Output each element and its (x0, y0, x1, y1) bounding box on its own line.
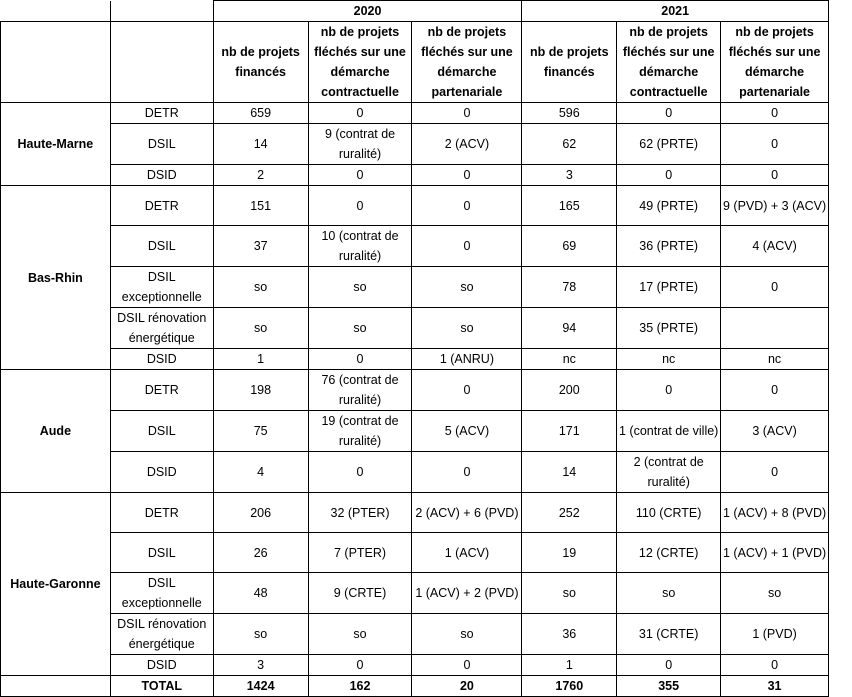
dotation-label: DSIL (110, 533, 213, 573)
blank-cell (1, 22, 111, 103)
cell-financed-2020: 14 (213, 124, 308, 165)
cell-contractual-2021: 17 (PRTE) (617, 267, 721, 308)
header-financed-2020: nb de projets financés (213, 22, 308, 103)
spacer-cell (829, 267, 852, 308)
table-row (1, 308, 852, 349)
cell-contractual-2021: 0 (617, 370, 721, 411)
header-financed-2021: nb de projets financés (522, 22, 617, 103)
table-row (1, 165, 852, 186)
cell-contractual-2020: 32 (PTER) (308, 493, 412, 533)
cell-financed-2020: 4 (213, 452, 308, 493)
cell-financed-2020: 151 (213, 186, 308, 226)
cell-financed-2021: 94 (522, 308, 617, 349)
cell-financed-2020: 48 (213, 573, 308, 614)
cell-financed-2021: 14 (522, 452, 617, 493)
cell-contractual-2021: 2 (contrat de ruralité) (617, 452, 721, 493)
cell-contractual-2020: 76 (contrat de ruralité) (308, 370, 412, 411)
blank-cell (1, 676, 111, 697)
table-row (1, 655, 852, 676)
cell-partnership-2021: nc (721, 349, 829, 370)
department-name: Bas-Rhin (1, 186, 111, 370)
cell-partnership-2021: 4 (ACV) (721, 226, 829, 267)
cell-partnership-2021: 0 (721, 655, 829, 676)
cell-financed-2020: 1 (213, 349, 308, 370)
column-header-row (1, 22, 852, 103)
cell-partnership-2021: 0 (721, 165, 829, 186)
cell-contractual-2020: so (308, 614, 412, 655)
cell-partnership-2021: 0 (721, 452, 829, 493)
dotation-label: DSID (110, 655, 213, 676)
cell-contractual-2021: 35 (PRTE) (617, 308, 721, 349)
cell-partnership-2020: 0 (412, 186, 522, 226)
dotation-label: DSIL exceptionnelle (110, 573, 213, 614)
header-partnership-2020: nb de projets fléchés sur une démarche partenariale (412, 22, 522, 103)
cell-financed-2020: 198 (213, 370, 308, 411)
cell-financed-2021: 3 (522, 165, 617, 186)
dotation-label: DSIL (110, 226, 213, 267)
cell-contractual-2020: 0 (308, 452, 412, 493)
cell-financed-2021: 252 (522, 493, 617, 533)
cell-partnership-2021: 0 (721, 103, 829, 124)
table-row (1, 452, 852, 493)
department-name: Haute-Marne (1, 103, 111, 186)
total-cell: 31 (721, 676, 829, 697)
dotation-label: DSID (110, 349, 213, 370)
cell-contractual-2021: 31 (CRTE) (617, 614, 721, 655)
cell-financed-2020: so (213, 267, 308, 308)
year-2020-header: 2020 (213, 1, 522, 22)
cell-contractual-2021: nc (617, 349, 721, 370)
table-row (1, 124, 852, 165)
table-row (1, 267, 852, 308)
cell-financed-2020: 3 (213, 655, 308, 676)
spacer-cell (829, 655, 852, 676)
cell-financed-2021: 62 (522, 124, 617, 165)
cell-financed-2020: so (213, 614, 308, 655)
cell-financed-2020: 2 (213, 165, 308, 186)
spacer-cell (829, 533, 852, 573)
year-header-row (1, 1, 852, 22)
cell-partnership-2020: so (412, 614, 522, 655)
header-partnership-2021: nb de projets fléchés sur une démarche partenariale (721, 22, 829, 103)
cell-contractual-2020: 9 (contrat de ruralité) (308, 124, 412, 165)
cell-partnership-2020: 0 (412, 103, 522, 124)
cell-partnership-2020: 0 (412, 655, 522, 676)
total-cell: 1760 (522, 676, 617, 697)
blank-cell (110, 1, 213, 22)
cell-partnership-2020: 1 (ANRU) (412, 349, 522, 370)
cell-contractual-2021: 1 (contrat de ville) (617, 411, 721, 452)
dotation-label: DETR (110, 370, 213, 411)
blank-cell (1, 1, 111, 22)
spacer-cell (829, 573, 852, 614)
cell-partnership-2021: 0 (721, 370, 829, 411)
cell-partnership-2020: 5 (ACV) (412, 411, 522, 452)
cell-partnership-2021: 0 (721, 124, 829, 165)
dotation-label: DSIL (110, 411, 213, 452)
department-name: Haute-Garonne (1, 493, 111, 676)
cell-financed-2021: 165 (522, 186, 617, 226)
cell-partnership-2020: 0 (412, 370, 522, 411)
cell-financed-2021: 171 (522, 411, 617, 452)
cell-contractual-2020: 0 (308, 349, 412, 370)
cell-financed-2020: 26 (213, 533, 308, 573)
spacer-cell (829, 308, 852, 349)
cell-contractual-2020: so (308, 267, 412, 308)
total-row (1, 676, 852, 697)
cell-financed-2020: 206 (213, 493, 308, 533)
cell-financed-2020: 659 (213, 103, 308, 124)
dotation-label: DSIL rénovation énergétique (110, 614, 213, 655)
table-row (1, 349, 852, 370)
dotation-label: DETR (110, 103, 213, 124)
cell-partnership-2021: 0 (721, 267, 829, 308)
table-row (1, 533, 852, 573)
cell-contractual-2021: 0 (617, 165, 721, 186)
table-row (1, 411, 852, 452)
table-row (1, 493, 852, 533)
cell-partnership-2021: 3 (ACV) (721, 411, 829, 452)
cell-partnership-2021 (721, 308, 829, 349)
header-contractual-2020: nb de projets fléchés sur une démarche contractuelle (308, 22, 412, 103)
cell-partnership-2020: so (412, 267, 522, 308)
spacer-cell (829, 22, 852, 103)
spacer-cell (829, 452, 852, 493)
spacer-cell (829, 124, 852, 165)
total-cell: 355 (617, 676, 721, 697)
dotation-label: DSIL rénovation énergétique (110, 308, 213, 349)
cell-contractual-2020: so (308, 308, 412, 349)
spacer-cell (829, 676, 852, 697)
cell-contractual-2020: 19 (contrat de ruralité) (308, 411, 412, 452)
cell-contractual-2021: 49 (PRTE) (617, 186, 721, 226)
table-row (1, 186, 852, 226)
total-cell: 162 (308, 676, 412, 697)
cell-contractual-2020: 0 (308, 186, 412, 226)
spacer-cell (829, 186, 852, 226)
cell-partnership-2021: 1 (ACV) + 8 (PVD) (721, 493, 829, 533)
cell-financed-2021: 1 (522, 655, 617, 676)
spacer-cell (829, 614, 852, 655)
cell-contractual-2020: 9 (CRTE) (308, 573, 412, 614)
dotation-label: DETR (110, 186, 213, 226)
cell-financed-2021: nc (522, 349, 617, 370)
cell-partnership-2021: so (721, 573, 829, 614)
blank-cell (110, 22, 213, 103)
cell-partnership-2021: 9 (PVD) + 3 (ACV) (721, 186, 829, 226)
cell-financed-2021: so (522, 573, 617, 614)
department-name: Aude (1, 370, 111, 493)
spacer-cell (829, 165, 852, 186)
cell-financed-2021: 36 (522, 614, 617, 655)
dotation-label: DSID (110, 452, 213, 493)
spacer-cell (829, 103, 852, 124)
cell-partnership-2021: 1 (ACV) + 1 (PVD) (721, 533, 829, 573)
cell-contractual-2021: so (617, 573, 721, 614)
cell-partnership-2020: 1 (ACV) + 2 (PVD) (412, 573, 522, 614)
spacer-cell (829, 226, 852, 267)
cell-contractual-2021: 36 (PRTE) (617, 226, 721, 267)
cell-partnership-2020: 0 (412, 452, 522, 493)
cell-financed-2020: so (213, 308, 308, 349)
cell-partnership-2020: 1 (ACV) (412, 533, 522, 573)
table-row (1, 103, 852, 124)
dotation-label: DSIL exceptionnelle (110, 267, 213, 308)
total-cell: 20 (412, 676, 522, 697)
cell-contractual-2020: 0 (308, 165, 412, 186)
cell-partnership-2020: 0 (412, 226, 522, 267)
cell-partnership-2021: 1 (PVD) (721, 614, 829, 655)
cell-financed-2020: 37 (213, 226, 308, 267)
cell-contractual-2020: 7 (PTER) (308, 533, 412, 573)
cell-contractual-2020: 0 (308, 103, 412, 124)
spacer-cell (829, 349, 852, 370)
cell-contractual-2021: 0 (617, 103, 721, 124)
total-cell: 1424 (213, 676, 308, 697)
dotation-label: DSID (110, 165, 213, 186)
year-2021-header: 2021 (522, 1, 829, 22)
spacer-cell (829, 370, 852, 411)
cell-financed-2021: 69 (522, 226, 617, 267)
spacer-cell (829, 493, 852, 533)
table-row (1, 614, 852, 655)
table-row (1, 226, 852, 267)
cell-financed-2021: 200 (522, 370, 617, 411)
cell-financed-2021: 78 (522, 267, 617, 308)
cell-contractual-2020: 10 (contrat de ruralité) (308, 226, 412, 267)
cell-contractual-2021: 62 (PRTE) (617, 124, 721, 165)
total-label: TOTAL (110, 676, 213, 697)
cell-partnership-2020: 0 (412, 165, 522, 186)
table-row (1, 573, 852, 614)
cell-financed-2021: 19 (522, 533, 617, 573)
cell-partnership-2020: so (412, 308, 522, 349)
cell-financed-2020: 75 (213, 411, 308, 452)
dotation-label: DETR (110, 493, 213, 533)
dotation-label: DSIL (110, 124, 213, 165)
header-contractual-2021: nb de projets fléchés sur une démarche contractuelle (617, 22, 721, 103)
cell-partnership-2020: 2 (ACV) (412, 124, 522, 165)
cell-contractual-2021: 12 (CRTE) (617, 533, 721, 573)
spacer-cell (829, 1, 852, 22)
cell-financed-2021: 596 (522, 103, 617, 124)
cell-contractual-2021: 110 (CRTE) (617, 493, 721, 533)
spacer-cell (829, 411, 852, 452)
table-row (1, 370, 852, 411)
cell-partnership-2020: 2 (ACV) + 6 (PVD) (412, 493, 522, 533)
cell-contractual-2020: 0 (308, 655, 412, 676)
cell-contractual-2021: 0 (617, 655, 721, 676)
